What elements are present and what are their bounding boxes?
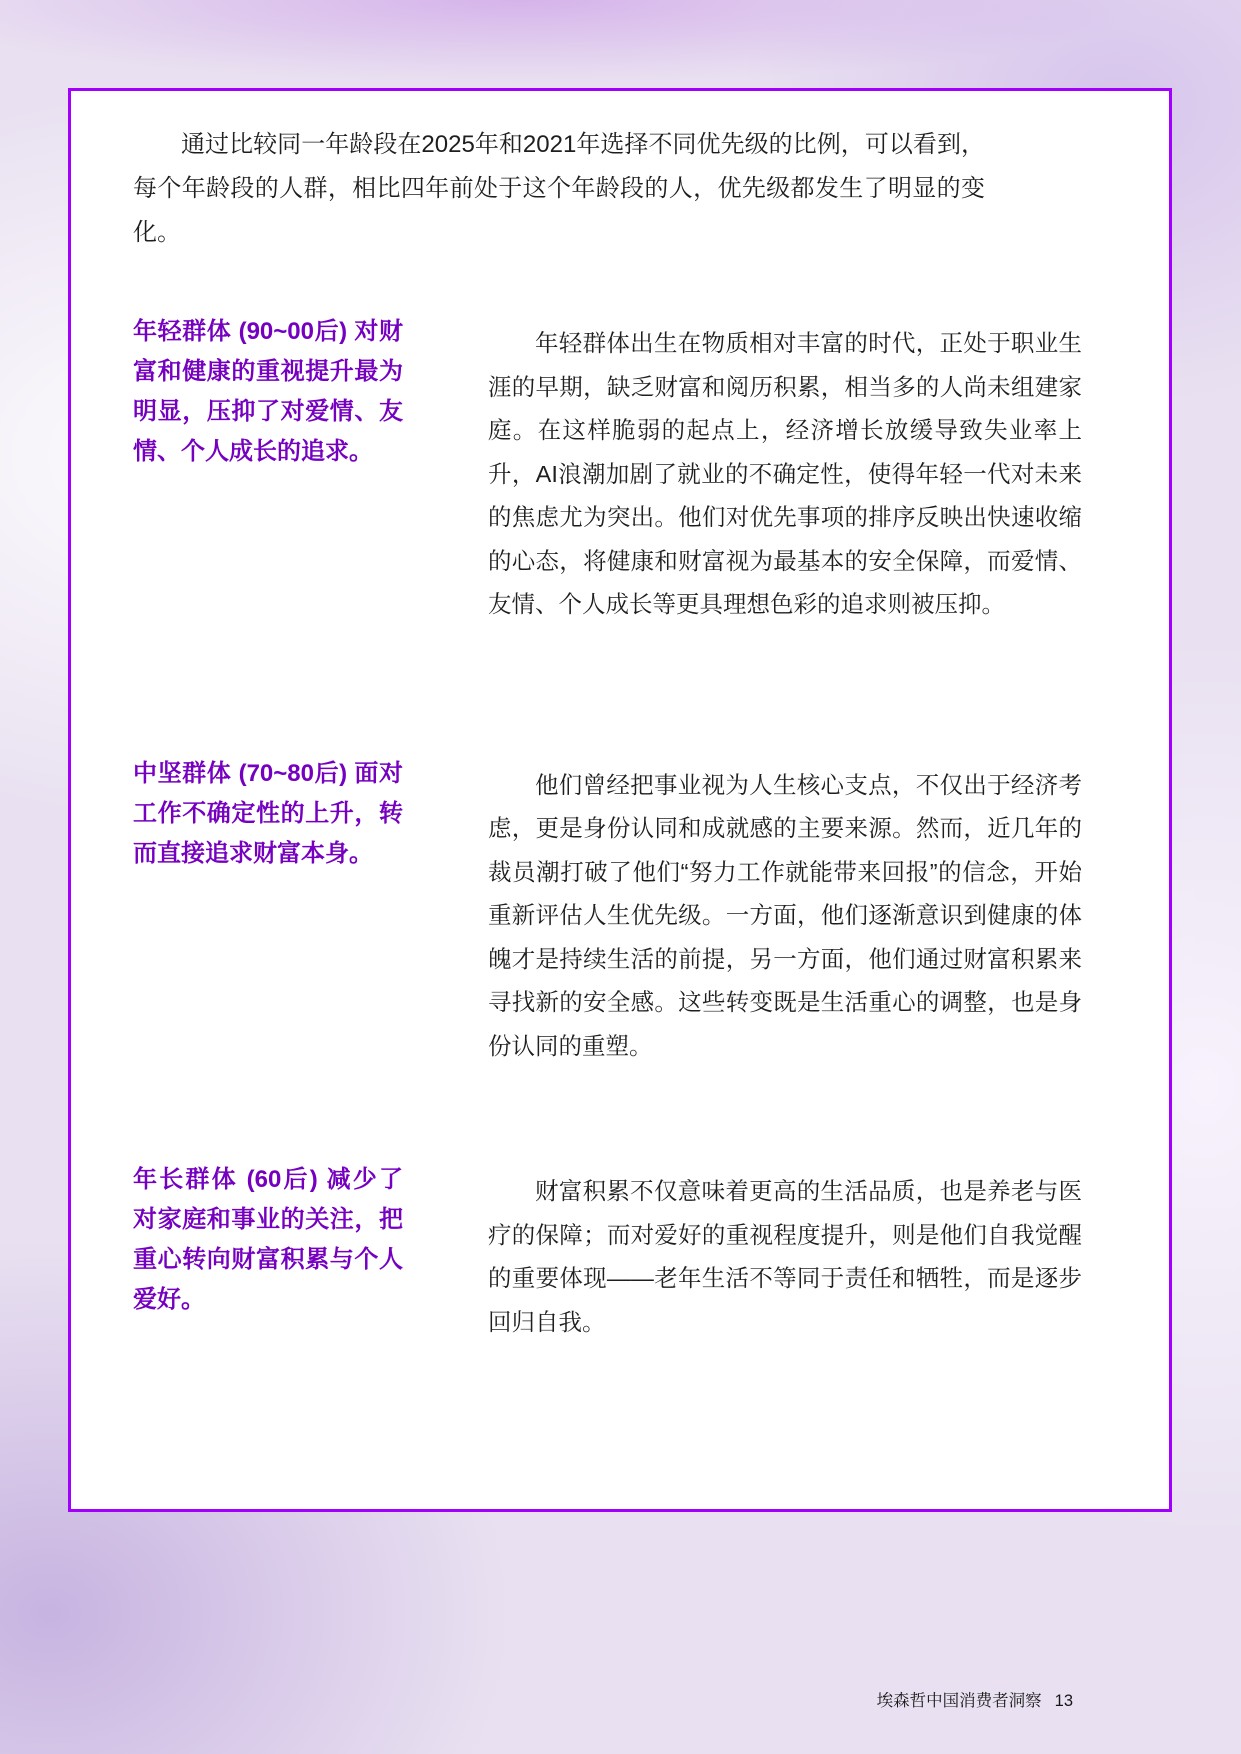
section-heading-young: 年轻群体 (90~00后) 对财富和健康的重视提升最为明显，压抑了对爱情、友情、个人成长的追求。 — [133, 318, 403, 465]
content-frame — [68, 88, 1172, 1512]
section-senior-group — [133, 1160, 1169, 1344]
section-heading-senior: 年长群体 (60后) 减少了对家庭和事业的关注，把重心转向财富积累与个人爱好。 — [133, 1166, 403, 1313]
section-body-senior: 财富积累不仅意味着更高的生活品质，也是养老与医疗的保障；而对爱好的重视程度提升，则是他们自我觉醒的重要体现——老年生活不等同于责任和牺牲，而是逐步回归自我。 — [488, 1178, 1082, 1335]
section-body-young: 年轻群体出生在物质相对丰富的时代，正处于职业生涯的早期，缺乏财富和阅历积累，相当多的人尚未组建家庭。在这样脆弱的起点上，经济增长放缓导致失业率上升，AI浪潮加剧了就业的不确定性，使得年轻一代对未来的焦虑尤为突出。他们对优先事项的排序反映出快速收缩的心态，将健康和财富视为最基本的安全保障，而爱情、友情、个人成长等更具理想色彩的追求则被压抑。 — [488, 330, 1082, 617]
section-heading-mid: 中坚群体 (70~80后) 面对工作不确定性的上升，转而直接追求财富本身。 — [133, 759, 403, 867]
footer-page-number: 13 — [1054, 1692, 1073, 1710]
section-young-group — [133, 312, 1169, 627]
footer-brand: 埃森哲中国消费者洞察 — [876, 1692, 1042, 1710]
page-footer — [877, 1687, 1073, 1711]
section-body-mid: 他们曾经把事业视为人生核心支点，不仅出于经济考虑，更是身份认同和成就感的主要来源。然而，近几年的裁员潮打破了他们“努力工作就能带来回报”的信念，开始重新评估人生优先级。一方面，他们逐渐意识到健康的体魄才是持续生活的前提，另一方面，他们通过财富积累来寻找新的安全感。这些转变既是生活重心的调整，也是身份认同的重塑。 — [488, 771, 1082, 1059]
section-mid-group — [133, 754, 1169, 1069]
intro-paragraph: 通过比较同一年龄段在2025年和2021年选择不同优先级的比例，可以看到，每个年龄段的人群，相比四年前处于这个年龄段的人，优先级都发生了明显的变化。 — [133, 131, 985, 246]
